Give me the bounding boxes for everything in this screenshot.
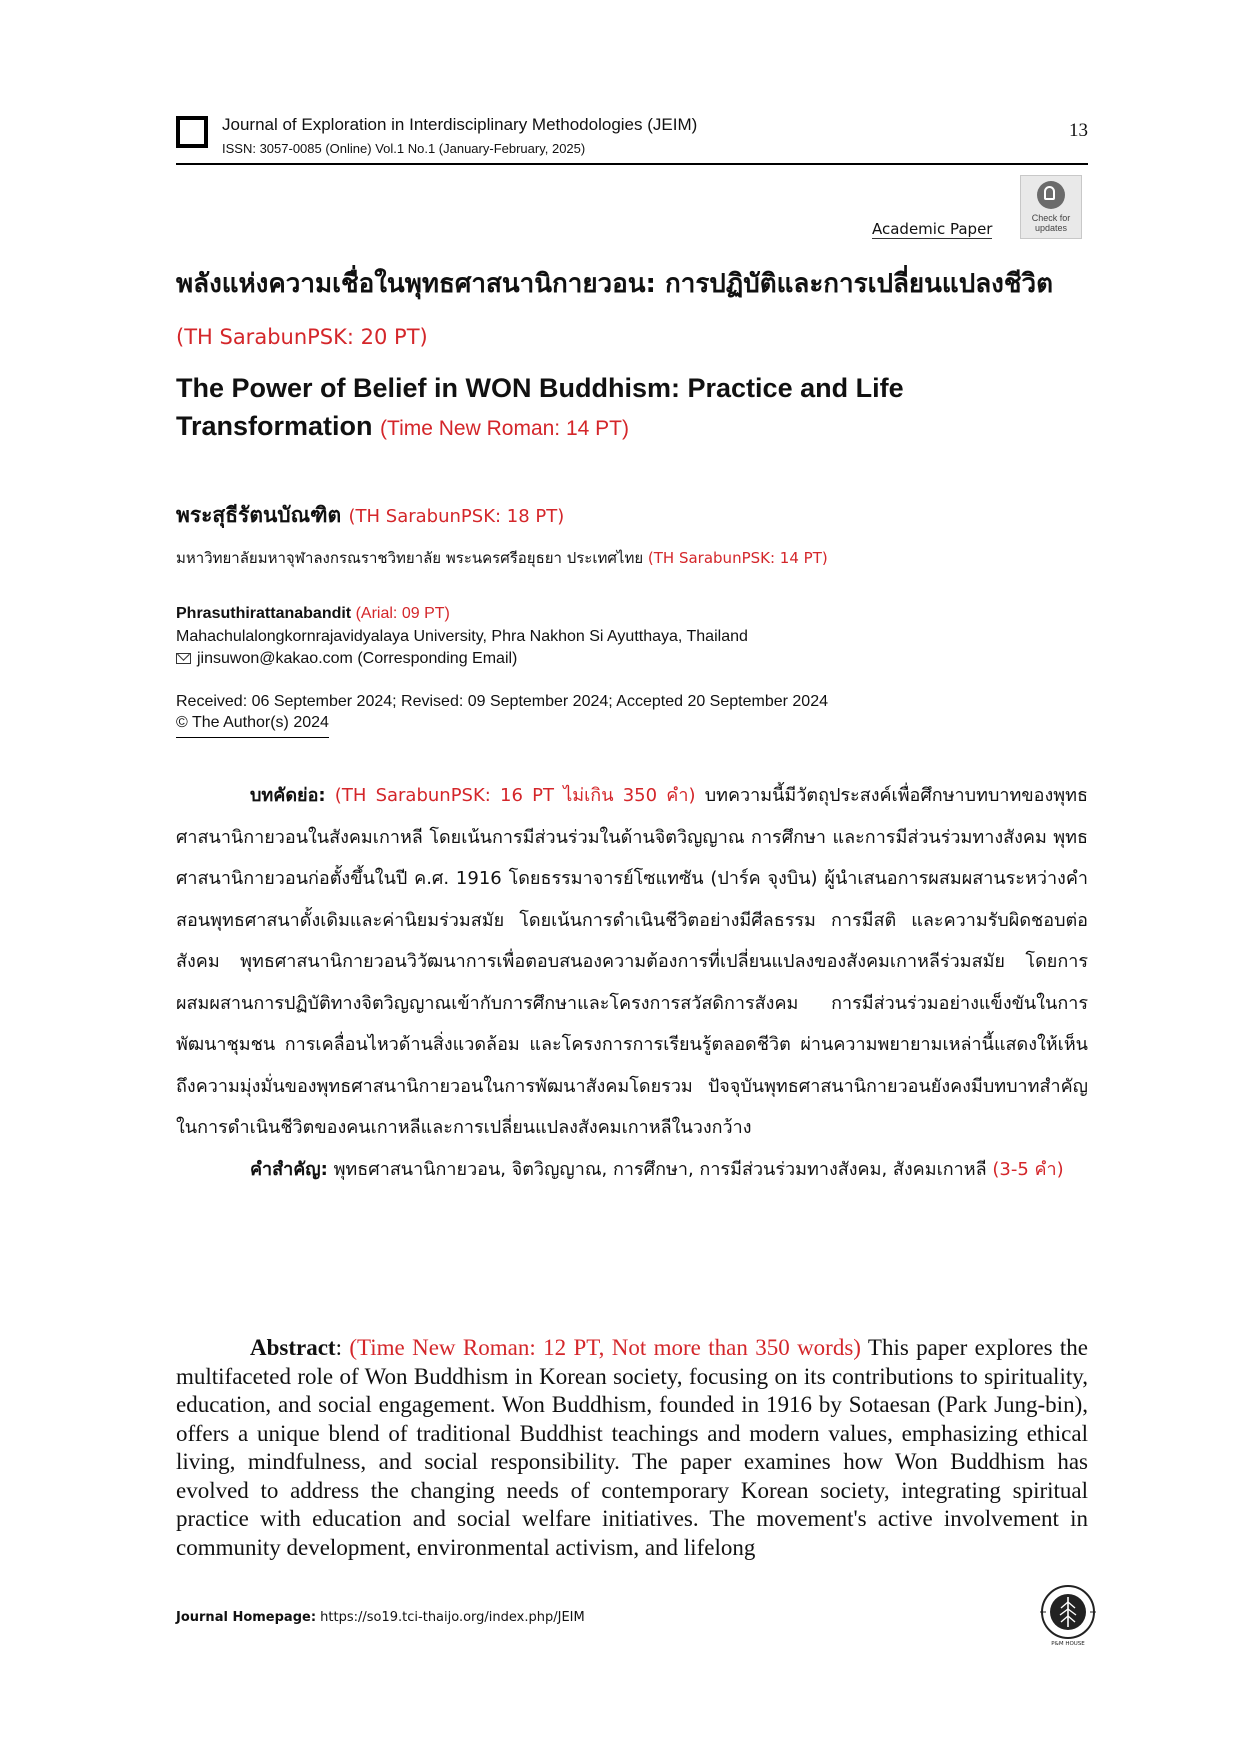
paper-type-label: Academic Paper <box>872 220 993 238</box>
thai-affiliation <box>176 546 828 570</box>
envelope-icon <box>176 653 191 664</box>
thai-keywords-list: พุทธศาสนานิกายวอน, จิตวิญญาณ, การศึกษา, การมีส่วนร่วมทางสังคม, สังคมเกาหลี <box>333 1158 987 1180</box>
journal-name: Journal of Exploration in Interdisciplinary Methodologies (JEIM) <box>222 115 698 134</box>
journal-homepage: Journal Homepage: https://so19.tci-thaijo.org/index.php/JEIM <box>176 1610 585 1625</box>
journal-homepage-url[interactable]: https://so19.tci-thaijo.org/index.php/JEIM <box>320 1610 585 1625</box>
english-abstract-body: This paper explores the multifaceted role of Won Buddhism in Korean society, focusing on its contributions to spirituality, education, and social engagement. Won Buddhism, founded in 1916 by Sotaesan (Park Jung-bin), offers a unique blend of traditional Buddhist teachings and modern values, emphasizing ethical living, mindfulness, and social responsibility. The paper examines how Won Buddhism has evolved to address the changing needs of contemporary Korean society, integrating spiritual practice with education and social welfare initiatives. The movement's active involvement in community development, environmental activism, and lifelong <box>176 1335 1089 1560</box>
thai-keywords-note: (3-5 คำ) <box>992 1158 1064 1180</box>
thai-keywords <box>176 1149 1088 1191</box>
thai-abstract-font-note: (TH SarabunPSK: 16 PT ไม่เกิน 350 คำ) <box>334 785 696 806</box>
english-abstract-label: Abstract <box>250 1335 336 1360</box>
english-author <box>176 605 450 623</box>
thai-affiliation-text: มหาวิทยาลัยมหาจุฬาลงกรณราชวิทยาลัย พระนครศรีอยุธยา ประเทศไทย <box>176 549 644 567</box>
english-author-name: Phrasuthirattanabandit <box>176 605 352 622</box>
thai-abstract <box>176 775 1088 1190</box>
copyright: © The Author(s) 2024 <box>176 714 329 738</box>
thai-author-name: พระสุธีรัตนบัณฑิต <box>176 503 342 527</box>
page-number: 13 <box>1069 120 1088 141</box>
email-text[interactable]: jinsuwon@kakao.com (Corresponding Email) <box>197 650 518 667</box>
check-for-updates-icon <box>1037 181 1065 209</box>
thai-abstract-paragraph <box>176 775 1088 1149</box>
article-dates: Received: 06 September 2024; Revised: 09 September 2024; Accepted 20 September 2024 <box>176 693 828 710</box>
header-divider <box>176 163 1088 165</box>
journal-homepage-label: Journal Homepage <box>176 1610 311 1625</box>
publisher-leaf-logo-icon <box>1040 1584 1096 1646</box>
publisher-logo-text: P&M HOUSE <box>1051 1641 1085 1646</box>
thai-author-font-note: (TH SarabunPSK: 18 PT) <box>348 506 565 527</box>
corresponding-email[interactable] <box>176 650 517 668</box>
thai-affiliation-font-note: (TH SarabunPSK: 14 PT) <box>647 549 828 567</box>
check-for-updates-label: Check for updates <box>1031 213 1071 233</box>
thai-title-font-note: (TH SarabunPSK: 20 PT) <box>176 325 428 349</box>
thai-abstract-label: บทคัดย่อ: <box>250 785 326 806</box>
english-author-font-note: (Arial: 09 PT) <box>355 605 450 622</box>
english-title-font-note: (Time New Roman: 14 PT) <box>380 417 629 440</box>
english-title <box>176 369 1016 448</box>
journal-logo-icon <box>176 116 208 148</box>
thai-author <box>176 499 564 532</box>
thai-title: พลังแห่งความเชื่อในพุทธศาสนานิกายวอน: การปฏิบัติและการเปลี่ยนแปลงชีวิต <box>176 269 1053 299</box>
thai-keywords-label: คำสำคัญ: <box>250 1158 328 1180</box>
english-abstract: Abstract: (Time New Roman: 12 PT, Not more than 350 words) This paper explores the multifaceted role of Won Buddhism in Korean society, focusing on its contributions to spirituality, education, and social engagement. Won Buddhism, founded in 1916 by Sotaesan (Park Jung-bin), offers a unique blend of traditional Buddhist teachings and modern values, emphasizing ethical living, mindfulness, and social responsibility. The paper examines how Won Buddhism has evolved to address the changing needs of contemporary Korean society, integrating spiritual practice with education and social welfare initiatives. The movement's active involvement in community development, environmental activism, and lifelong <box>176 1335 1089 1560</box>
english-title-text: The Power of Belief in WON Buddhism: Practice and Life Transformation <box>176 373 904 441</box>
check-for-updates-badge[interactable] <box>1020 175 1082 239</box>
english-abstract-font-note: (Time New Roman: 12 PT, Not more than 350 words) <box>349 1335 861 1360</box>
journal-issn: ISSN: 3057-0085 (Online) Vol.1 No.1 (January-February, 2025) <box>222 141 586 156</box>
thai-abstract-body: บทความนี้มีวัตถุประสงค์เพื่อศึกษาบทบาทของพุทธศาสนานิกายวอนในสังคมเกาหลี โดยเน้นการมีส่วนร่วมในด้านจิตวิญญาณ การศึกษา และการมีส่วนร่วมทางสังคม พุทธศาสนานิกายวอนก่อตั้งขึ้นในปี ค.ศ. 1916 โดยธรรมาจารย์โซแทซัน (ปาร์ค จุงบิน) ผู้นำเสนอการผสมผสานระหว่างคำสอนพุทธศาสนาดั้งเดิมและค่านิยมร่วมสมัย โดยเน้นการดำเนินชีวิตอย่างมีศีลธรรม การมีสติ และความรับผิดชอบต่อสังคม พุทธศาสนานิกายวอนวิวัฒนาการเพื่อตอบสนองความต้องการที่เปลี่ยนแปลงของสังคมเกาหลีร่วมสมัย โดยการผสมผสานการปฏิบัติทางจิตวิญญาณเข้ากับการศึกษาและโครงการสวัสดิการสังคม การมีส่วนร่วมอย่างแข็งขันในการพัฒนาชุมชน การเคลื่อนไหวด้านสิ่งแวดล้อม และโครงการการเรียนรู้ตลอดชีวิต ผ่านความพยายามเหล่านี้แสดงให้เห็นถึงความมุ่งมั่นของพุทธศาสนานิกายวอนในการพัฒนาสังคมโดยรวม ปัจจุบันพุทธศาสนานิกายวอนยังคงมีบทบาทสำคัญในการดำเนินชีวิตของคนเกาหลีและการเปลี่ยนแปลงสังคมเกาหลีในวงกว้าง <box>176 785 1088 1138</box>
english-affiliation: Mahachulalongkornrajavidyalaya University, Phra Nakhon Si Ayutthaya, Thailand <box>176 628 748 645</box>
